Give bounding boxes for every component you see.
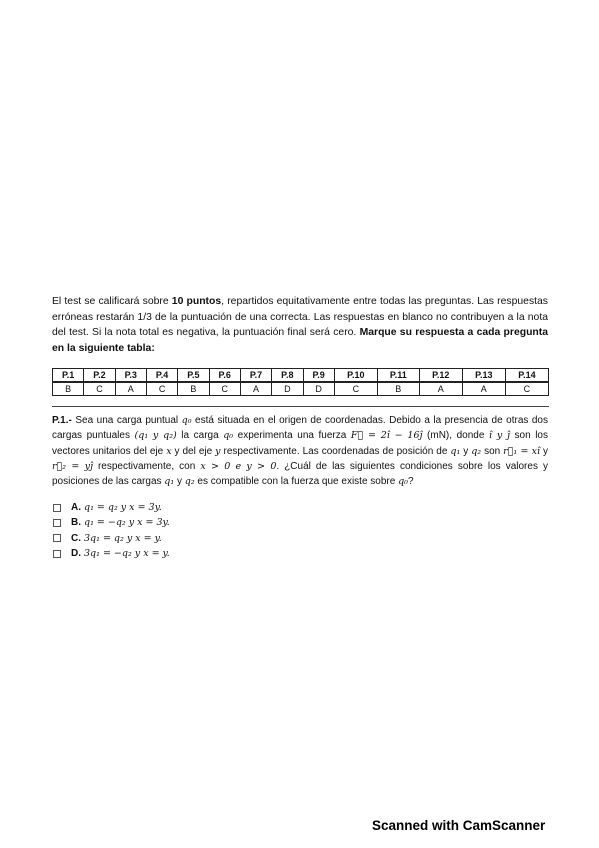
answer-table (52, 368, 549, 396)
q-text: son (481, 445, 504, 457)
math-y: y (215, 445, 221, 457)
answer-header: P.9 (303, 369, 334, 383)
checkbox-icon[interactable] (53, 534, 61, 542)
instructions-mark-answer: Marque su respuesta a cada pregunta en la siguiente tabla: (52, 327, 549, 354)
answer-header: P.8 (272, 369, 303, 383)
answer-cell[interactable]: C (334, 382, 377, 396)
math-q0: q₀ (181, 415, 192, 426)
option-expression: 3q₁ = −q₂ y x = y. (84, 547, 170, 559)
answer-header: P.12 (419, 369, 462, 383)
option-c[interactable] (52, 531, 170, 546)
answer-header: P.4 (146, 369, 177, 383)
math-q0: q₀ (223, 430, 234, 442)
math-r1: r⃗₁ = xî (503, 445, 541, 457)
q-text: son los vectores unitarios del eje (52, 430, 548, 457)
math-q2: q₂ (471, 445, 482, 457)
math-q2: q₂ (184, 476, 195, 488)
answer-header: P.13 (462, 369, 505, 383)
answer-table-answer-row (53, 382, 549, 396)
answer-header: P.6 (209, 369, 240, 383)
math-q1: q₁ (164, 476, 175, 488)
section-divider (52, 406, 549, 407)
math-x: x (166, 445, 172, 457)
q-text: experimenta una fuerza (233, 430, 351, 442)
q-text: respectivamente, con (92, 460, 201, 472)
answer-cell[interactable]: B (178, 382, 209, 396)
option-letter: D. (71, 547, 81, 559)
answer-cell[interactable]: C (84, 382, 115, 396)
checkbox-icon[interactable] (53, 519, 61, 527)
answer-cell[interactable]: C (209, 382, 240, 396)
answer-cell[interactable]: A (419, 382, 462, 396)
checkbox-icon[interactable] (53, 504, 61, 512)
math-force: F⃗ = 2î − 16ĵ (350, 430, 423, 442)
option-b[interactable] (52, 515, 170, 530)
q-text: la carga (176, 430, 224, 442)
option-letter: A. (71, 502, 81, 513)
answer-header: P.7 (240, 369, 271, 383)
answer-cell[interactable]: A (240, 382, 271, 396)
instructions-paragraph (52, 294, 548, 356)
q-text: está situada en el origen de coordenadas. Debido a la presencia de otras dos cargas puntuales (52, 415, 548, 442)
answer-header: P.2 (84, 369, 115, 383)
q-text: . ¿Cuál de las siguientes condiciones sobre los valores y posiciones de las cargas (52, 460, 548, 488)
answer-cell[interactable]: D (272, 382, 303, 396)
math-unit-vectors: î y ĵ (488, 430, 510, 442)
instructions-text-1: El test se calificará sobre (52, 296, 172, 307)
question-1-label: P.1.- (52, 415, 72, 426)
answer-cell[interactable]: A (115, 382, 146, 396)
option-letter: B. (71, 517, 81, 529)
answer-cell[interactable]: C (146, 382, 177, 396)
option-letter: C. (71, 532, 81, 544)
option-expression: 3q₁ = q₂ y x = y. (84, 532, 162, 544)
answer-header: P.10 (334, 369, 377, 383)
math-q1: q₁ (450, 445, 461, 457)
instructions-points: 10 puntos (171, 296, 222, 307)
q-text: es compatible con la fuerza que existe sobre (194, 476, 399, 488)
answer-cell[interactable]: B (53, 382, 84, 396)
math-charges-pair: (q₁ y q₂) (134, 430, 177, 442)
answer-header: P.14 (505, 369, 548, 383)
answer-cell[interactable]: D (303, 382, 334, 396)
question-1-options (52, 500, 170, 561)
math-condition: x > 0 e y > 0 (200, 460, 277, 472)
answer-header: P.5 (178, 369, 209, 383)
option-a[interactable] (52, 500, 170, 515)
option-expression: q₁ = q₂ y x = 3y. (84, 502, 162, 513)
q-text: (mN), donde (422, 430, 489, 442)
answer-table-header-row (53, 369, 549, 383)
q-text: ? (407, 476, 414, 488)
q-text: y (174, 476, 185, 488)
answer-cell[interactable]: A (462, 382, 505, 396)
answer-cell[interactable]: C (505, 382, 548, 396)
q-text: y del eje (171, 445, 216, 457)
q-text: respectivamente. Las coordenadas de posición de (220, 445, 451, 457)
checkbox-icon[interactable] (53, 550, 61, 558)
instructions-text-2: , repartidos equitativamente entre todas las preguntas. Las respuestas erróneas restarán 1/3 de la puntuación de una correcta. Las respuestas en blanco no contribuyen a la nota del test. Si la nota total es negativa, la puntuación final será cero. (52, 296, 548, 338)
math-q0: q₀ (398, 476, 408, 488)
answer-cell[interactable]: B (377, 382, 419, 396)
answer-header: P.11 (377, 369, 419, 383)
option-expression: q₁ = −q₂ y x = 3y. (84, 517, 170, 529)
math-r2: r⃗₂ = yĵ (52, 460, 93, 472)
camscanner-watermark: Scanned with CamScanner (372, 818, 546, 833)
q-text: Sea una carga puntual (71, 415, 182, 426)
answer-header: P.1 (53, 369, 84, 383)
question-1-statement (52, 413, 548, 489)
q-text: y (460, 445, 472, 457)
q-text: y (540, 445, 548, 457)
answer-header: P.3 (115, 369, 146, 383)
option-d[interactable] (52, 546, 170, 561)
